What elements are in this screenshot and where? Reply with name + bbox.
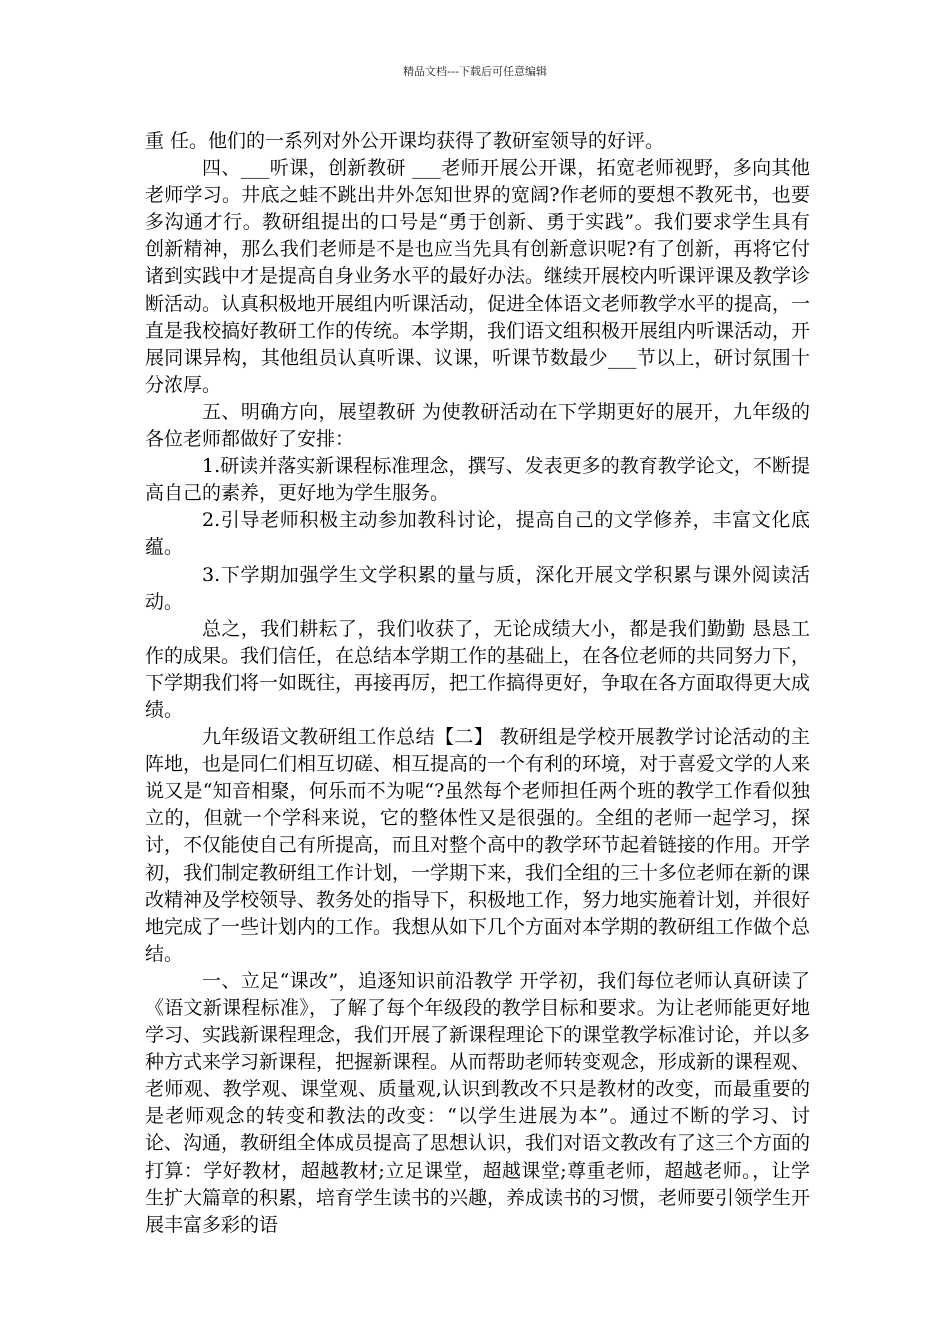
page-header: 精品文档---下载后可任意编辑 bbox=[403, 65, 547, 78]
paragraph-continuation: 重 任。他们的一系列对外公开课均获得了教研室领导的好评。 bbox=[145, 130, 665, 152]
paragraph-conclusion: 总之，我们耕耘了，我们收获了，无论成绩大小，都是我们勤勤 恳恳工作的成果。我们信任，在总结本学期工作的基础上，在各位老师的共同努力下，下学期我们将一如既往，再接再厉，把工作搞得更好，争取在各方面取得更大成绩。 bbox=[145, 617, 811, 721]
paragraph-section-five: 五、明确方向，展望教研 为使教研活动在下学期更好的展开，九年级的各位老师都做好了安排： bbox=[145, 400, 810, 451]
paragraph-summary-two-intro: 九年级语文教研组工作总结【二】 教研组是学校开展教学讨论活动的主阵地，也是同仁们相互切磋、相互提高的一个有利的环境，对于喜爱文学的人来说又是“知音相聚，何乐而不为呢“?虽然每个老师担任两个班的教学工作看似独立的，但就一个学科来说，它的整体性又是很强的。全组的老师一起学习，探讨，不仅能使自己有所提高，而且对整个高中的教学环节起着链接的作用。开学初，我们制定教研组工作计划，一学期下来，我们全组的三十多位老师在新的课改精神及学校领导、教务处的指导下，积极地工作，努力地实施着计划，并很好地完成了一些计划内的工作。我想从如下几个方面对本学期的教研组工作做个总结。 bbox=[145, 726, 811, 965]
document-body bbox=[145, 128, 810, 1239]
paragraph-section-one: 一、立足“课改”，追逐知识前沿教学 开学初，我们每位老师认真研读了《语文新课程标准》，了解了每个年级段的教学目标和要求。为让老师能更好地学习、实践新课程理念，我们开展了新课程理论下的课堂教学标准讨论，并以多种方式来学习新课程，把握新课程。从而帮助老师转变观念，形成新的课程观、老师观、教学观、课堂观、质量观,认识到教改不只是教材的改变，而最重要的是老师观念的转变和教法的改变：“以学生进展为本”。通过不断的学习、讨论、沟通，教研组全体成员提高了思想认识，我们对语文教改有了这三个方面的打算：学好教材，超越教材;立足课堂，超越课堂;尊重老师，超越老师。，让学生扩大篇章的积累，培育学生读书的兴趣，养成读书的习惯，老师要引领学生开展丰富多彩的语 bbox=[145, 969, 811, 1236]
paragraph-section-four: 四、___听课，创新教研 ___老师开展公开课，拓宽老师视野，多向其他老师学习。井底之蛙不跳出井外怎知世界的宽阔?作老师的要想不教死书，也要多沟通才行。教研组提出的口号是“勇于创新、勇于实践”。我们要求学生具有创新精神，那么我们老师是不是也应当先具有创新意识呢?有了创新，再将它付诸到实践中才是提高自身业务水平的最好办法。继续开展校内听课评课及教学诊断活动。认真积极地开展组内听课活动，促进全体语文老师教学水平的提高，一直是我校搞好教研工作的传统。本学期，我们语文组积极开展组内听课活动，开展同课异构，其他组员认真听课、议课，听课节数最少___节以上，研讨氛围十分浓厚。 bbox=[145, 157, 811, 396]
list-item-1: 1.研读并落实新课程标准理念，撰写、发表更多的教育教学论文，不断提高自己的素养，更好地为学生服务。 bbox=[145, 455, 810, 505]
list-item-2: 2.引导老师积极主动参加教科讨论，提高自己的文学修养，丰富文化底蕴。 bbox=[145, 509, 810, 559]
list-item-3: 3.下学期加强学生文学积累的量与质，深化开展文学积累与课外阅读活动。 bbox=[145, 563, 810, 613]
